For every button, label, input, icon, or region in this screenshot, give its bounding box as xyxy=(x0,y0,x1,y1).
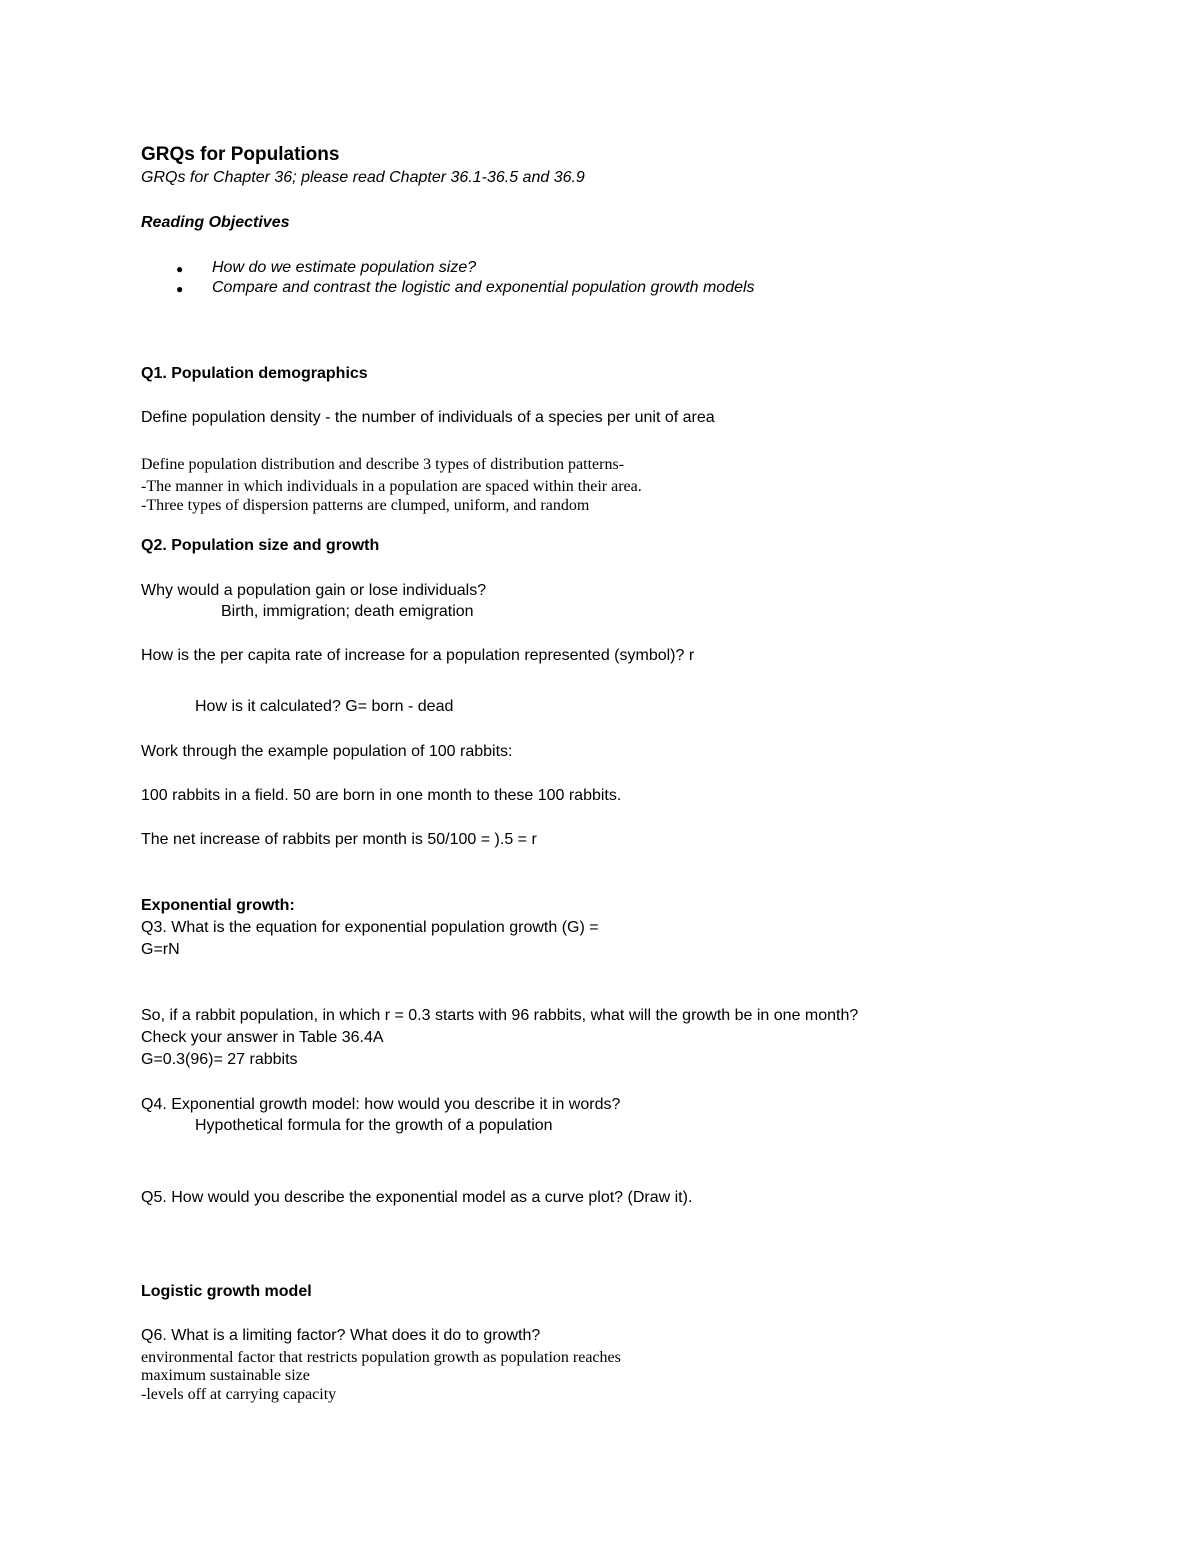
q6-answer-1: environmental factor that restricts population growth as population reaches xyxy=(141,1349,621,1366)
document-subtitle: GRQs for Chapter 36; please read Chapter 36.1-36.5 and 36.9 xyxy=(141,169,585,186)
q6-question: Q6. What is a limiting factor? What does it do to growth? xyxy=(141,1327,541,1344)
q3-answer: G=rN xyxy=(141,941,180,958)
q3-check-line: Check your answer in Table 36.4A xyxy=(141,1029,384,1046)
q2-example-line: 100 rabbits in a field. 50 are born in one month to these 100 rabbits. xyxy=(141,787,622,804)
objective-item: Compare and contrast the logistic and exponential population growth models xyxy=(212,279,755,296)
q4-answer: Hypothetical formula for the growth of a population xyxy=(195,1117,553,1134)
objective-item: How do we estimate population size? xyxy=(212,259,477,276)
bullet-icon: ● xyxy=(176,282,184,296)
document-title: GRQs for Populations xyxy=(141,144,340,165)
q2-gain-answer: Birth, immigration; death emigration xyxy=(221,603,474,620)
q5-question: Q5. How would you describe the exponential model as a curve plot? (Draw it). xyxy=(141,1189,693,1206)
q2-rate-question: How is the per capita rate of increase for a population represented (symbol)? r xyxy=(141,647,695,664)
q3-calc-answer: G=0.3(96)= 27 rabbits xyxy=(141,1051,298,1068)
q1-distribution-question: Define population distribution and describe 3 types of distribution patterns- xyxy=(141,456,625,473)
q1-distribution-answer-2: -Three types of dispersion patterns are clumped, uniform, and random xyxy=(141,497,590,514)
q6-answer-2: maximum sustainable size xyxy=(141,1367,310,1384)
q6-answer-3: -levels off at carrying capacity xyxy=(141,1386,337,1403)
q3-followup: So, if a rabbit population, in which r = 0.3 starts with 96 rabbits, what will the growth be in one month? xyxy=(141,1007,859,1024)
q1-distribution-answer-1: -The manner in which individuals in a population are spaced within their area. xyxy=(141,478,642,495)
q2-calc-question: How is it calculated? G= born - dead xyxy=(195,698,454,715)
q2-gain-question: Why would a population gain or lose individuals? xyxy=(141,582,487,599)
q1-heading: Q1. Population demographics xyxy=(141,365,368,382)
exponential-heading: Exponential growth: xyxy=(141,897,295,914)
q2-heading: Q2. Population size and growth xyxy=(141,537,380,554)
logistic-heading: Logistic growth model xyxy=(141,1283,312,1300)
q4-question: Q4. Exponential growth model: how would you describe it in words? xyxy=(141,1096,621,1113)
reading-objectives-heading: Reading Objectives xyxy=(141,214,290,231)
q3-question: Q3. What is the equation for exponential population growth (G) = xyxy=(141,919,599,936)
q2-net-increase: The net increase of rabbits per month is 50/100 = ).5 = r xyxy=(141,831,537,848)
q2-example-intro: Work through the example population of 100 rabbits: xyxy=(141,743,513,760)
bullet-icon: ● xyxy=(176,262,184,276)
q1-density: Define population density - the number of individuals of a species per unit of area xyxy=(141,409,715,426)
